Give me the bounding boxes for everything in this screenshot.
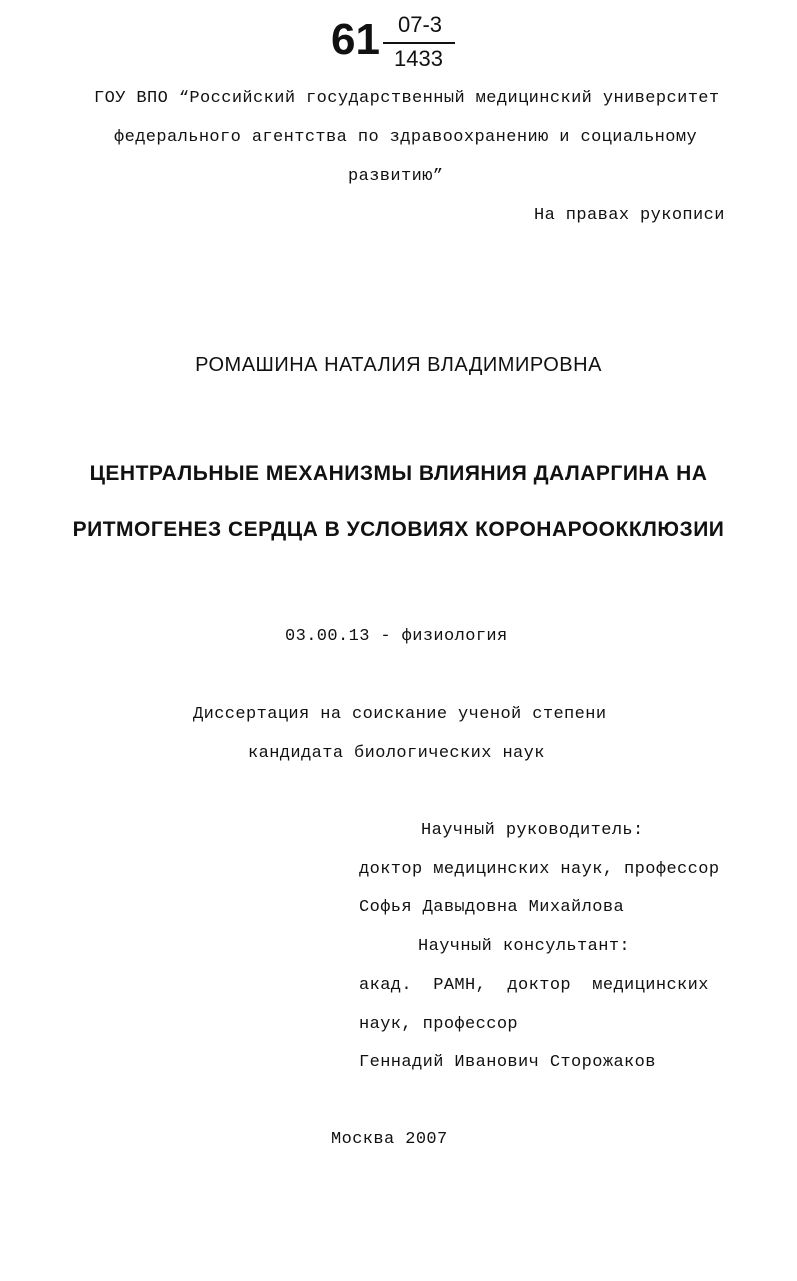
stamp-numerator: 07-3 — [398, 12, 443, 37]
supervisor-title: доктор медицинских наук, профессор — [359, 860, 720, 879]
consultant-title-line-2: наук, профессор — [359, 1015, 519, 1034]
stamp-denominator: 1433 — [394, 46, 443, 71]
place-year: Москва 2007 — [331, 1130, 448, 1149]
supervisor-name: Софья Давыдовна Михайлова — [359, 898, 625, 917]
stamp-number: 61 — [331, 15, 380, 64]
author-name: РОМАШИНА НАТАЛИЯ ВЛАДИМИРОВНА — [195, 354, 602, 376]
consultant-name: Геннадий Иванович Сторожаков — [359, 1053, 656, 1072]
degree-line-2: кандидата биологических наук — [248, 744, 545, 763]
specialty-code: 03.00.13 - физиология — [285, 627, 508, 646]
institution-line-3: развитию” — [348, 167, 444, 186]
manuscript-note: На правах рукописи — [534, 206, 725, 225]
institution-line-2: федерального агентства по здравоохранению и социальному — [114, 128, 698, 147]
title-line-2: РИТМОГЕНЕЗ СЕРДЦА В УСЛОВИЯХ КОРОНАРООККЛЮЗИИ — [72, 518, 725, 541]
stamp-fraction-line — [383, 42, 455, 44]
institution-line-1: ГОУ ВПО “Российский государственный медицинский университет — [94, 89, 720, 108]
supervisor-label: Научный руководитель: — [421, 821, 644, 840]
degree-line-1: Диссертация на соискание ученой степени — [193, 705, 607, 724]
consultant-label: Научный консультант: — [418, 937, 631, 956]
title-line-1: ЦЕНТРАЛЬНЫЕ МЕХАНИЗМЫ ВЛИЯНИЯ ДАЛАРГИНА НА — [89, 462, 708, 485]
consultant-title-line-1: акад. РАМН, доктор медицинских — [359, 976, 709, 995]
